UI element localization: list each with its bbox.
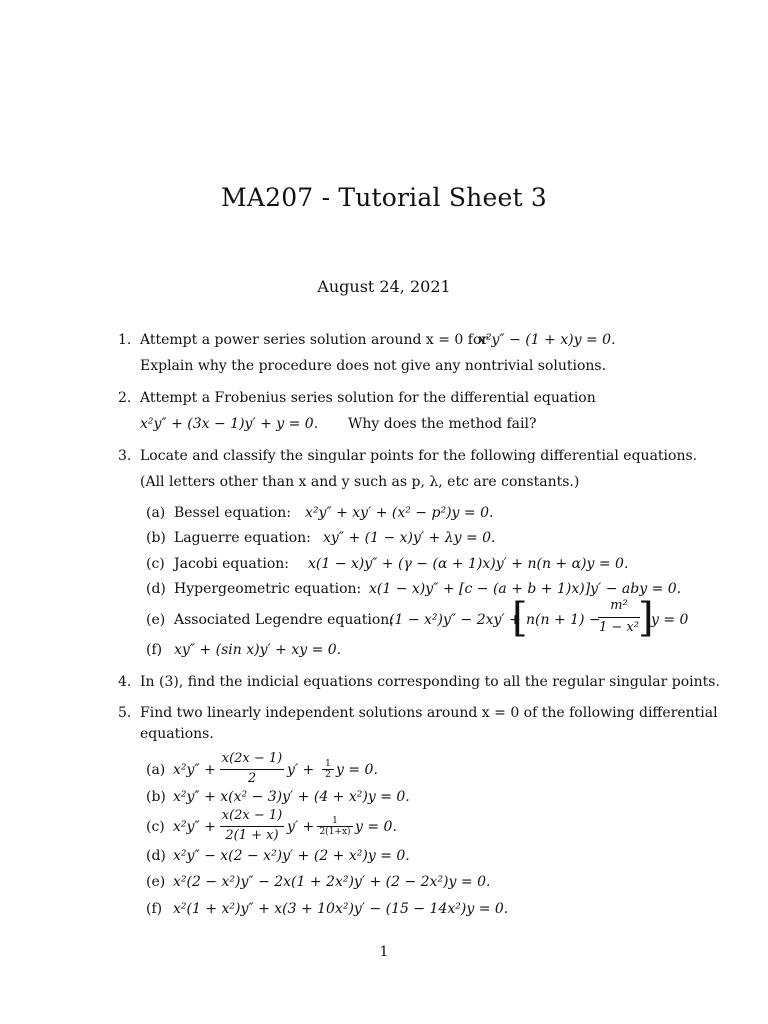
question-3-number: 3. bbox=[118, 448, 132, 464]
question-5-text: Find two linearly independent solutions around x = 0 of the following differential bbox=[140, 705, 718, 721]
question-5-number: 5. bbox=[118, 705, 132, 721]
q3-item-equation: x(1 − x)y″ + [c − (a + b + 1)x)]y′ − aby = 0. bbox=[369, 581, 682, 597]
question-2-number: 2. bbox=[118, 390, 132, 406]
fraction-bar bbox=[220, 769, 284, 770]
q3-item-equation: x(1 − x)y″ + (γ − (α + 1)x)y′ + n(n + α)y = 0. bbox=[308, 556, 629, 572]
q5-item-equation: x²(2 − x²)y″ − 2x(1 + 2x²)y′ + (2 − 2x²)y = 0. bbox=[173, 874, 491, 890]
q3-item-name: Associated Legendre equation: bbox=[174, 612, 395, 628]
small-fraction-denominator: 2 bbox=[325, 770, 331, 780]
q5-item-label: (f) bbox=[146, 901, 163, 917]
question-2-equation: x²y″ + (3x − 1)y′ + y = 0. bbox=[140, 416, 319, 432]
q5-item-equation: x²y″ − x(2 − x²)y′ + (2 + x²)y = 0. bbox=[173, 848, 410, 864]
fraction-numerator: m² bbox=[610, 598, 628, 613]
q3-item-equation: x²y″ + xy′ + (x² − p²)y = 0. bbox=[305, 505, 494, 521]
q3-item-equation: xy″ + (sin x)y′ + xy = 0. bbox=[174, 642, 342, 658]
q3-item-label: (c) bbox=[146, 556, 165, 572]
q5-item-equation-mid: y′ + bbox=[287, 762, 315, 778]
q3-item-label: (e) bbox=[146, 612, 166, 628]
q5-item-label: (c) bbox=[146, 819, 165, 835]
fraction-denominator: 1 − x² bbox=[599, 620, 639, 635]
q5-item-equation-mid: y′ + bbox=[287, 819, 315, 835]
q5-item-label: (d) bbox=[146, 848, 166, 864]
page-number: 1 bbox=[379, 944, 389, 960]
q5-item-label: (a) bbox=[146, 762, 166, 778]
q5-item-equation-post: y = 0. bbox=[355, 819, 397, 835]
q5-item-equation: x²y″ + x(x² − 3)y′ + (4 + x²)y = 0. bbox=[173, 789, 410, 805]
question-1-text-2: Explain why the procedure does not give any nontrivial solutions. bbox=[140, 358, 607, 374]
document-date: August 24, 2021 bbox=[317, 277, 451, 296]
q3-item-name: Laguerre equation: bbox=[174, 530, 311, 546]
q3-item-equation: (1 − x²)y″ − 2xy′ + bbox=[389, 612, 521, 628]
q5-item-label: (b) bbox=[146, 789, 166, 805]
q3-item-label: (a) bbox=[146, 505, 166, 521]
q5-item-equation: x²(1 + x²)y″ + x(3 + 10x²)y′ − (15 − 14x²)y = 0. bbox=[173, 901, 509, 917]
question-3-text: Locate and classify the singular points for the following differential equations. bbox=[140, 448, 698, 464]
fraction-bar bbox=[220, 826, 284, 827]
question-1-text: Attempt a power series solution around x = 0 for bbox=[140, 332, 489, 348]
fraction-numerator: x(2x − 1) bbox=[221, 751, 283, 766]
fraction-denominator: 2(1 + x) bbox=[225, 828, 279, 843]
fraction-denominator: 2 bbox=[247, 771, 257, 786]
q3-item-name: Jacobi equation: bbox=[174, 556, 289, 572]
q3-item-label: (d) bbox=[146, 581, 166, 597]
left-bracket-glyph: [ bbox=[512, 595, 528, 641]
fraction-bar bbox=[598, 617, 640, 618]
small-fraction-denominator: 2(1+x) bbox=[319, 827, 351, 837]
page-title: MA207 - Tutorial Sheet 3 bbox=[221, 183, 547, 212]
question-1-equation: x²y″ − (1 + x)y = 0. bbox=[478, 332, 616, 348]
q3-item-equation-inner: n(n + 1) − bbox=[526, 612, 601, 628]
question-2-tail: Why does the method fail? bbox=[348, 416, 537, 432]
q5-item-equation-pre: x²y″ + bbox=[173, 819, 216, 835]
question-4-number: 4. bbox=[118, 674, 132, 690]
q3-item-name: Bessel equation: bbox=[174, 505, 292, 521]
q5-item-equation-post: y = 0. bbox=[336, 762, 378, 778]
q3-item-label: (f) bbox=[146, 642, 163, 658]
question-2-text: Attempt a Frobenius series solution for the differential equation bbox=[140, 390, 596, 406]
q5-item-equation-pre: x²y″ + bbox=[173, 762, 216, 778]
question-4-text: In (3), find the indicial equations corresponding to all the regular singular points. bbox=[140, 674, 720, 690]
small-fraction-numerator: 1 bbox=[332, 816, 338, 826]
question-5-text-2: equations. bbox=[140, 726, 214, 742]
q3-item-name: Hypergeometric equation: bbox=[174, 581, 362, 597]
q3-item-equation: xy″ + (1 − x)y′ + λy = 0. bbox=[323, 530, 496, 546]
question-1-number: 1. bbox=[118, 332, 132, 348]
fraction-numerator: x(2x − 1) bbox=[221, 808, 283, 823]
q3-item-label: (b) bbox=[146, 530, 166, 546]
q5-item-label: (e) bbox=[146, 874, 166, 890]
question-3-text-2: (All letters other than x and y such as p, λ, etc are constants.) bbox=[140, 474, 580, 490]
small-fraction-numerator: 1 bbox=[325, 759, 331, 769]
right-bracket-glyph: ] bbox=[638, 595, 654, 641]
q3-item-equation-post: y = 0 bbox=[651, 612, 689, 628]
